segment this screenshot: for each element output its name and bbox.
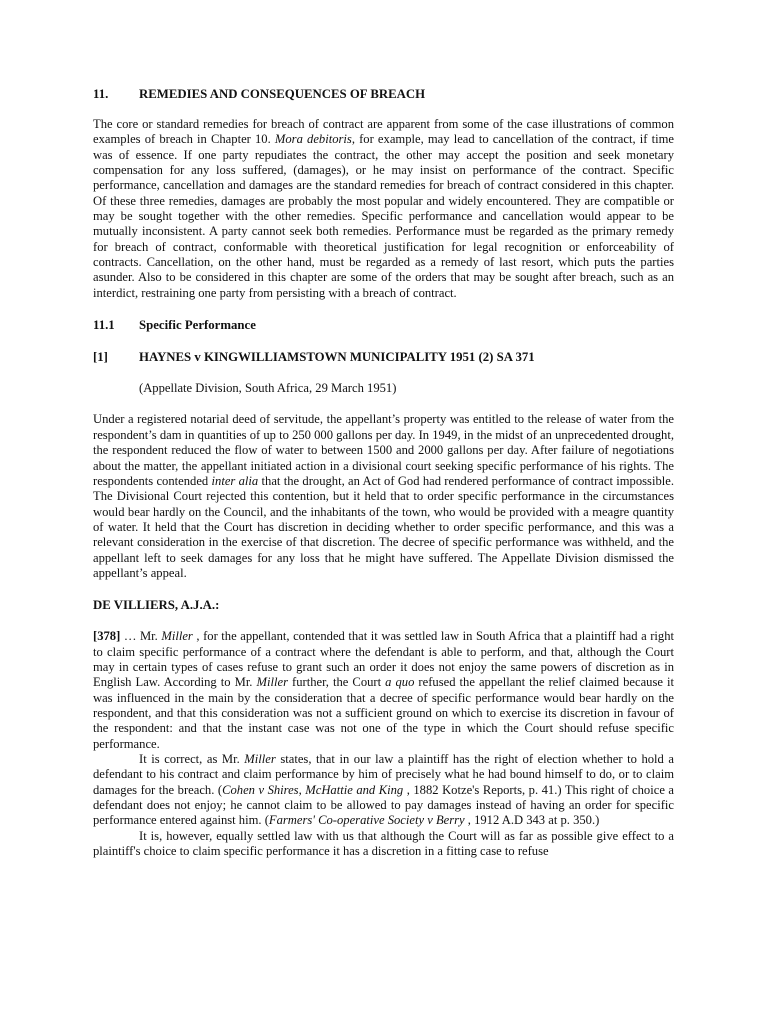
judgment-paragraph-1: [378] … Mr. Miller , for the appellant, contended that it was settled law in South Africa that a plaintiff had a right to claim specific performance of a contract where the defendant is able to perform, and that, although the Court may in certain types of cases refuse to grant such an order it does not enjoy the same powers of discretion as in English Law. According to Mr. Miller further, the Court a quo refused the appellant the relief claimed because it was influenced in the main by the consideration that a decree of specific performance would bear hardly on the respondent, and that this consideration was not a sufficient ground on which to exercise its discretion in favour of the respondent: and that the instant case was not one of the type in which the Court should refuse specific performance. (93, 629, 674, 751)
judgment-paragraph-2: It is correct, as Mr. Miller states, that in our law a plaintiff has the right of election whether to hold a defendant to his contract and claim performance by him of precisely what he had bound himself to do, or to claim damages for the breach. (Cohen v Shires, McHattie and King , 1882 Kotze's Reports, p. 41.) This right of choice a defendant does not enjoy; he cannot claim to be allowed to pay damages instead of having an order for specific performance entered against him. (Farmers' Co-operative Society v Berry , 1912 A.D 343 at p. 350.) (93, 752, 675, 828)
case-summary: Under a registered notarial deed of servitude, the appellant’s property was entitled to the release of water from the respondent’s dam in quantities of up to 250 000 gallons per day. In 1949, in the midst of an unprecedented drought, the respondent reduced the flow of water to between 1500 and 2000 gallons per day. After failure of negotiations about the matter, the appellant initiated action in a divisional court seeking specific performance of his rights. The respondents contended inter alia that the drought, an Act of God had rendered performance of contract impossible. The Divisional Court rejected this contention, but it held that to order specific performance in the circumstances would bear hardly on the Council, and the inhabitants of the town, who would be provided with a meagre quantity of water. It held that the Court has discretion in deciding whether to order specific performance, and this was a relevant consideration in the exercise of that discretion. The decree of specific performance was withheld, and the appellant left to seek damages for any loss that he might have suffered. The Appellate Division dismissed the appellant’s appeal. (93, 412, 674, 580)
case-title: HAYNES v KINGWILLIAMSTOWN MUNICIPALITY 1951 (2) SA 371 (139, 350, 535, 365)
case-court: (Appellate Division, South Africa, 29 March 1951) (139, 381, 397, 396)
judge-name: DE VILLIERS, A.J.A.: (93, 598, 220, 613)
judgment-paragraph-3: It is, however, equally settled law with us that although the Court will as far as possible give effect to a plaintiff's choice to claim specific performance it has a discretion in a fitting case to refuse (93, 828, 674, 859)
paragraph-number: [378] (93, 629, 121, 644)
chapter-title: REMEDIES AND CONSEQUENCES OF BREACH (139, 87, 426, 101)
section-heading (93, 317, 674, 333)
chapter-number: 11. (93, 87, 109, 101)
chapter-heading (93, 86, 674, 102)
intro-paragraph: The core or standard remedies for breach of contract are apparent from some of the case illustrations of common examples of breach in Chapter 10. Mora debitoris, for example, may lead to cancellation of the contract, if time was of essence. If one party repudiates the contract, the other may accept the position and seek monetary compensation for any loss suffered, (damages), or he may insist on performance of the contract. Specific performance, cancellation and damages are the standard remedies for breach of contract considered in this chapter. Of these three remedies, damages are probably the most popular and widely encountered. They are compatible or may be sought together with the other remedies. Specific performance and cancellation would appear to be mutually inconsistent. A party cannot seek both remedies. Performance must be regarded as the primary remedy for breach of contract, conformable with theoretical justification for legal recognition or enforceability of contracts. Cancellation, on the other hand, must be regarded as a remedy of last resort, which puts the parties asunder. Also to be considered in this chapter are some of the orders that may be sought after breach, such as an interdict, restraining one party from persisting with a breach of contract. (93, 117, 674, 300)
section-title: Specific Performance (139, 318, 256, 333)
case-heading (93, 349, 674, 365)
section-number: 11.1 (93, 318, 115, 333)
case-number: [1] (93, 350, 108, 365)
